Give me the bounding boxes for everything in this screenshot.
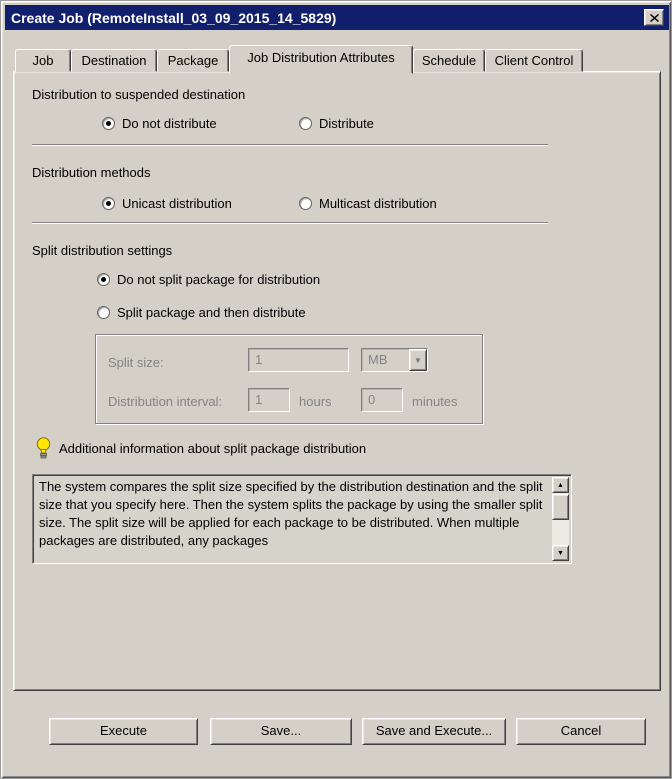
split-settings-groupbox xyxy=(95,334,483,424)
radio-label: Split package and then distribute xyxy=(117,305,306,320)
lightbulb-icon xyxy=(36,437,51,459)
tab-package[interactable]: Package xyxy=(157,49,229,72)
tab-job[interactable]: Job xyxy=(15,49,71,72)
separator xyxy=(32,222,548,224)
arrow-down-icon: ▼ xyxy=(557,549,564,557)
additional-info-label: Additional information about split package distribution xyxy=(59,440,367,456)
radio-icon xyxy=(299,197,312,210)
title-bar xyxy=(5,5,669,30)
tab-strip xyxy=(15,47,583,72)
save-button[interactable]: Save... xyxy=(210,718,352,745)
radio-label: Do not split package for distribution xyxy=(117,272,321,287)
radio-label: Distribute xyxy=(319,116,374,131)
info-textbox[interactable] xyxy=(32,474,572,564)
additional-info-row xyxy=(36,437,366,459)
split-size-unit-select[interactable] xyxy=(361,348,428,372)
radio-icon xyxy=(97,273,110,286)
close-button[interactable] xyxy=(644,9,664,26)
split-section-title: Split distribution settings xyxy=(32,243,173,258)
radio-icon xyxy=(102,117,115,130)
scroll-up-button[interactable] xyxy=(552,477,569,493)
suspended-section-title: Distribution to suspended destination xyxy=(32,87,246,102)
close-icon xyxy=(650,14,659,22)
interval-hours-input[interactable]: 1 xyxy=(248,388,290,412)
distribution-interval-label: Distribution interval: xyxy=(108,394,223,409)
radio-label: Multicast distribution xyxy=(319,196,437,211)
tab-job-distribution-attributes[interactable]: Job Distribution Attributes xyxy=(229,45,413,74)
radio-icon xyxy=(102,197,115,210)
save-and-execute-button[interactable]: Save and Execute... xyxy=(362,718,506,745)
separator xyxy=(32,144,548,146)
hours-label: hours xyxy=(299,394,332,409)
radio-multicast-distribution[interactable] xyxy=(299,196,437,211)
tab-destination[interactable]: Destination xyxy=(71,49,157,72)
unit-value: MB xyxy=(368,352,388,367)
radio-icon xyxy=(97,306,110,319)
minutes-label: minutes xyxy=(412,394,458,409)
interval-minutes-input[interactable]: 0 xyxy=(361,388,403,412)
radio-unicast-distribution[interactable] xyxy=(102,196,232,211)
radio-do-not-split-package[interactable] xyxy=(97,272,320,287)
radio-label: Unicast distribution xyxy=(122,196,232,211)
cancel-button[interactable]: Cancel xyxy=(516,718,646,745)
arrow-up-icon: ▲ xyxy=(557,481,564,489)
window-title: Create Job (RemoteInstall_03_09_2015_14_5829) xyxy=(11,9,337,26)
methods-section-title: Distribution methods xyxy=(32,165,151,180)
tab-schedule[interactable]: Schedule xyxy=(413,49,485,72)
tab-panel xyxy=(13,71,661,691)
radio-icon xyxy=(299,117,312,130)
radio-split-package[interactable] xyxy=(97,305,306,320)
tab-client-control[interactable]: Client Control xyxy=(485,49,583,72)
scroll-down-button[interactable] xyxy=(552,545,569,561)
vertical-scrollbar[interactable] xyxy=(552,477,569,561)
scrollbar-thumb[interactable] xyxy=(552,494,569,520)
radio-label: Do not distribute xyxy=(122,116,217,131)
info-text: The system compares the split size specified by the distribution destination and the split size that you specify here. Then the system splits the package by using the smaller split size. The split size will be applied for each package to be distributed. When multiple packages are distributed, any packages xyxy=(39,479,543,548)
radio-do-not-distribute[interactable] xyxy=(102,116,217,131)
chevron-down-icon[interactable]: ▼ xyxy=(409,349,427,371)
split-size-input[interactable]: 1 xyxy=(248,348,349,372)
execute-button[interactable]: Execute xyxy=(49,718,198,745)
radio-distribute[interactable] xyxy=(299,116,374,131)
split-size-label: Split size: xyxy=(108,355,164,370)
